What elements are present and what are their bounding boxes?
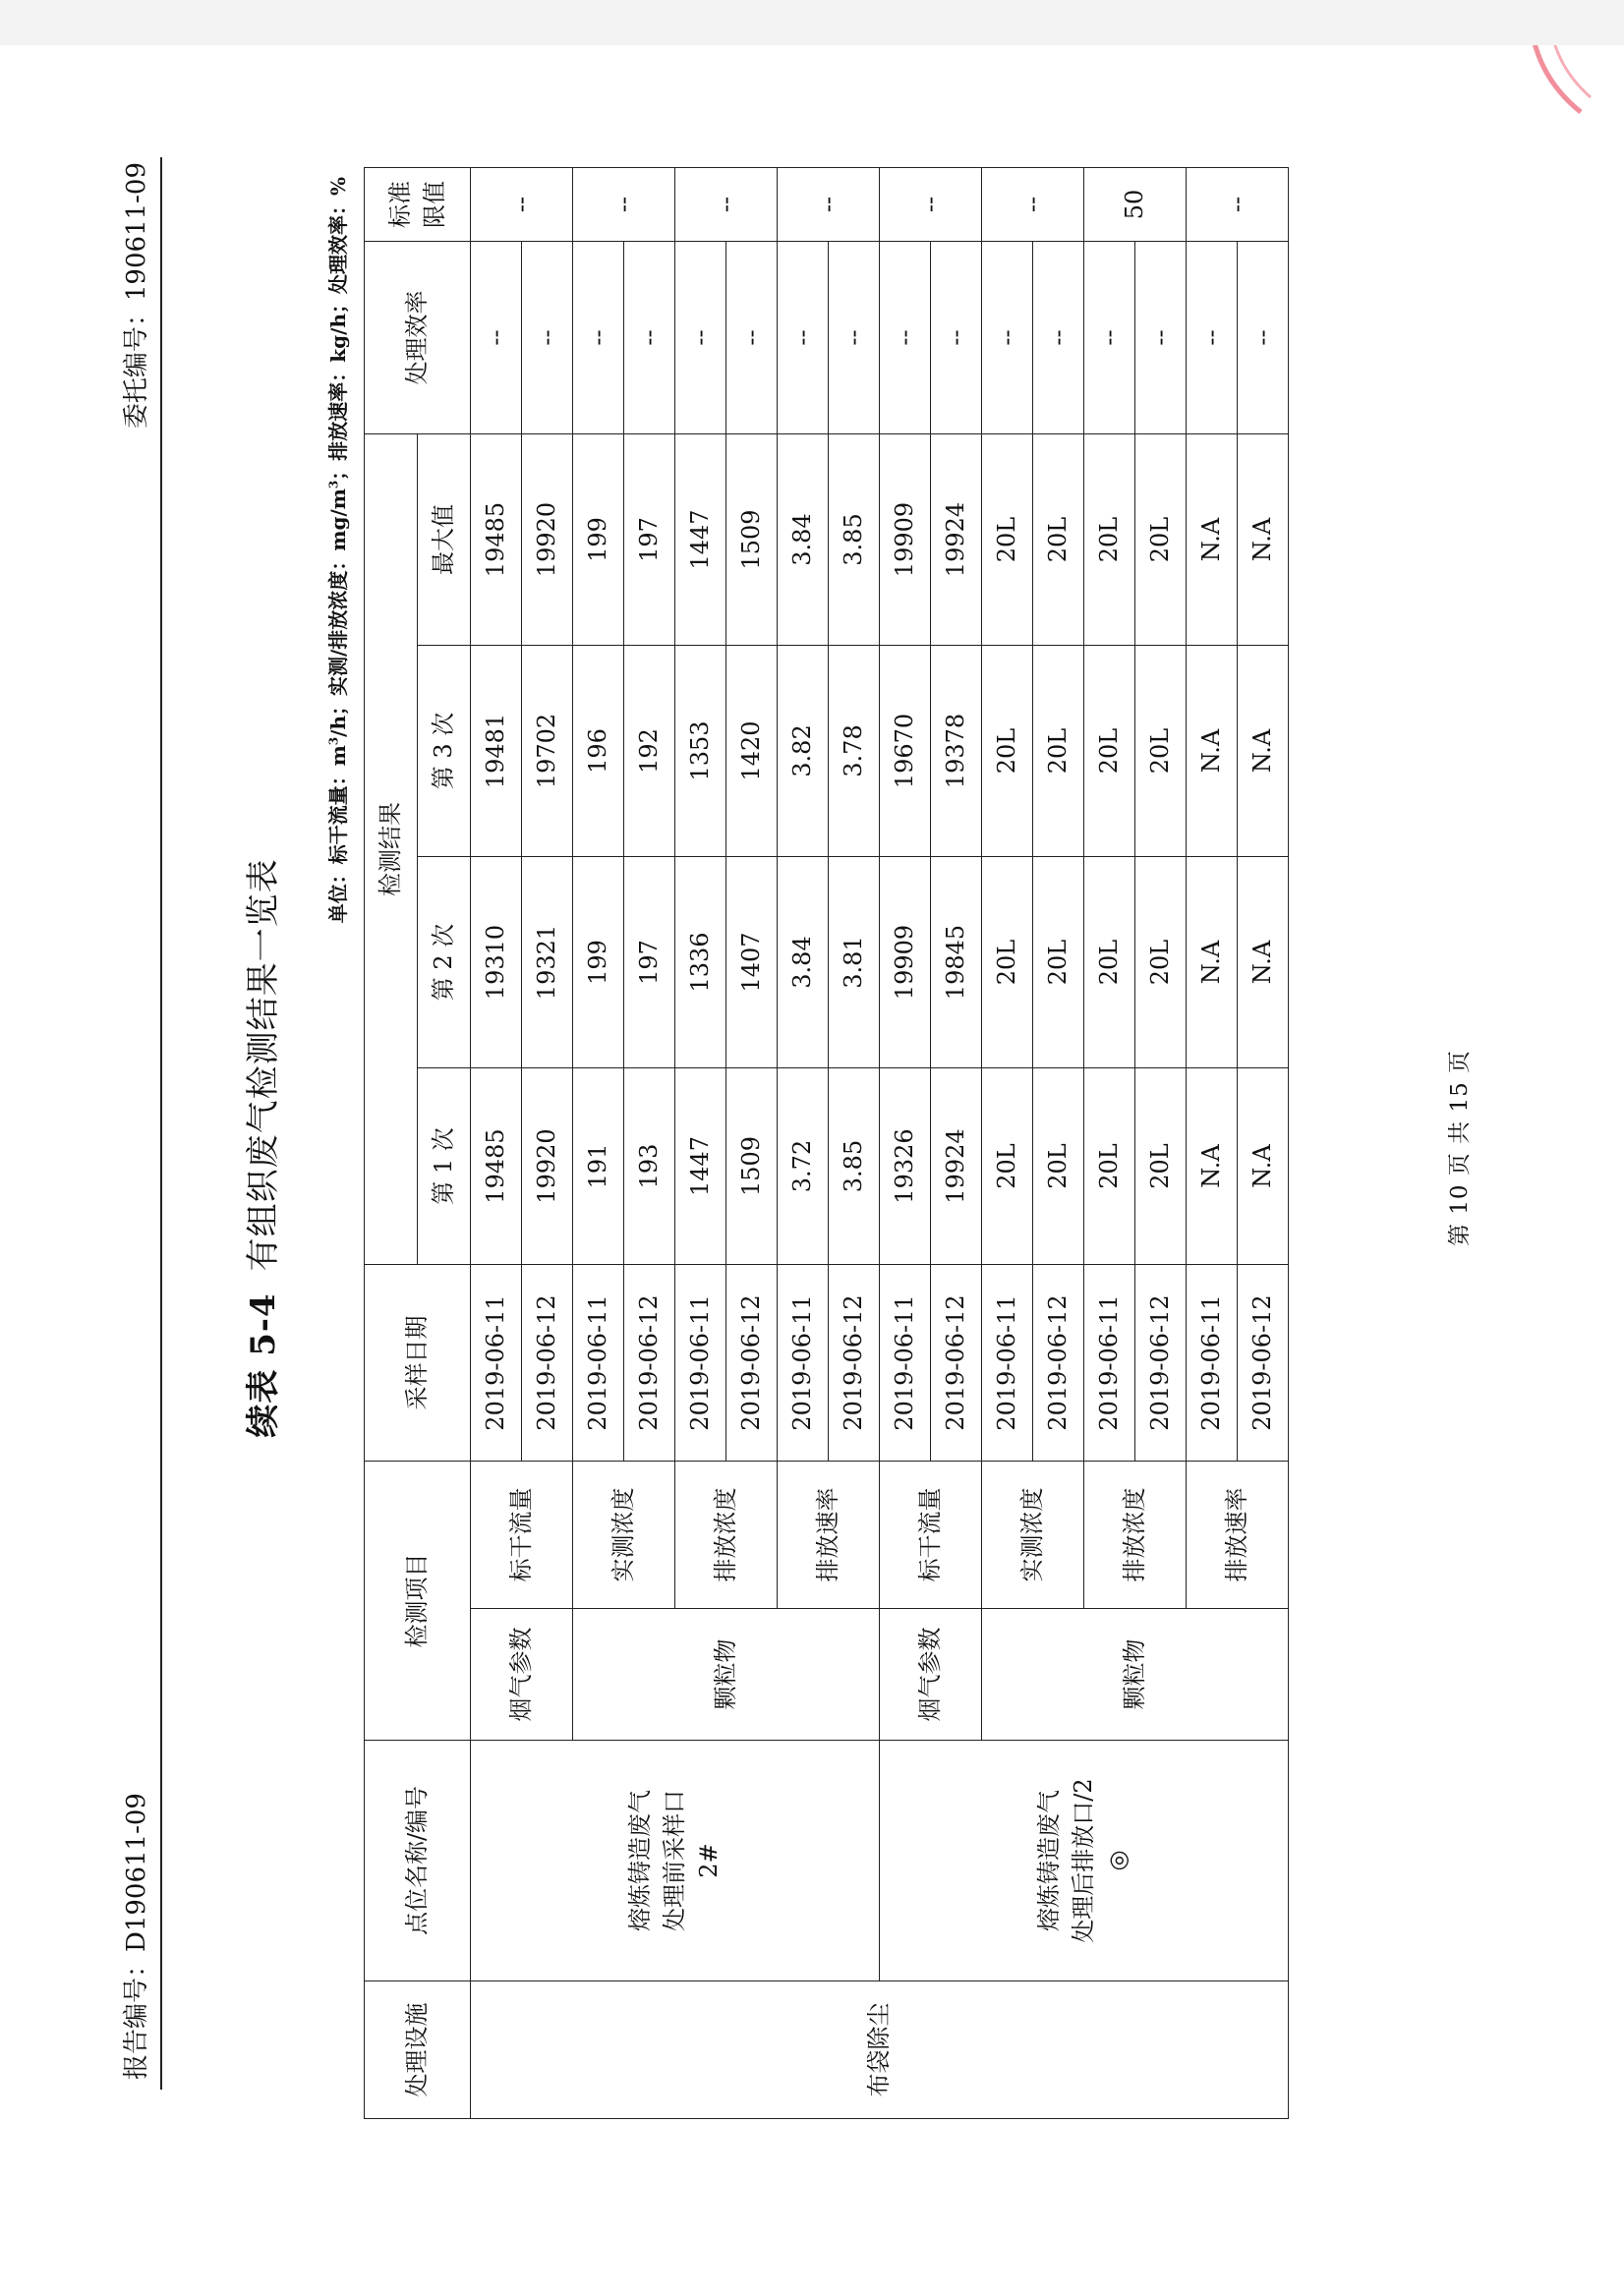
result-3-cell: 19481: [471, 646, 522, 857]
point-name-line: 处理前采样口: [661, 1790, 689, 1931]
result-1-cell: 19924: [931, 1068, 982, 1265]
category-cell: 烟气参数: [471, 1609, 573, 1741]
result-1-cell: N.A: [1238, 1068, 1289, 1265]
header-results: 检测结果: [365, 434, 418, 1265]
result-1-cell: N.A: [1187, 1068, 1238, 1265]
category-cell: 烟气参数: [880, 1609, 982, 1741]
date-cell: 2019-06-11: [880, 1265, 931, 1462]
results-body: [471, 168, 1289, 2119]
max-cell: 20L: [982, 434, 1033, 646]
max-cell: 197: [624, 434, 675, 646]
date-cell: 2019-06-12: [522, 1265, 573, 1462]
max-cell: 20L: [1135, 434, 1187, 646]
table-title-text: 有组织废气检测结果一览表: [244, 858, 283, 1272]
report-number: 报告编号：D190611-09: [122, 1793, 151, 2080]
date-cell: 2019-06-12: [1135, 1265, 1187, 1462]
result-2-cell: 3.84: [778, 857, 829, 1068]
efficiency-cell: --: [1084, 242, 1135, 434]
result-2-cell: N.A: [1187, 857, 1238, 1068]
efficiency-cell: --: [829, 242, 880, 434]
result-1-cell: 20L: [1033, 1068, 1084, 1265]
date-cell: 2019-06-11: [471, 1265, 522, 1462]
efficiency-cell: --: [880, 242, 931, 434]
result-1-cell: 191: [573, 1068, 624, 1265]
efficiency-cell: --: [726, 242, 778, 434]
result-3-cell: 3.82: [778, 646, 829, 857]
result-1-cell: 20L: [1084, 1068, 1135, 1265]
header-item: 检测项目: [365, 1462, 471, 1741]
page-footer: 第 10 页 共 15 页: [1447, 1049, 1473, 1247]
limit-cell: --: [573, 168, 675, 242]
header-first: 第 1 次: [418, 1068, 471, 1265]
limit-cell: --: [982, 168, 1084, 242]
result-2-cell: 19310: [471, 857, 522, 1068]
date-cell: 2019-06-12: [1033, 1265, 1084, 1462]
entrust-number: 委托编号：190611-09: [122, 162, 151, 430]
units-line: 单位：标干流量：$m^3/h$；实测/排放浓度：$mg/m^3$；排放速率：kg/h；处理效率：%: [326, 177, 350, 924]
date-cell: 2019-06-11: [982, 1265, 1033, 1462]
efficiency-cell: --: [624, 242, 675, 434]
result-2-cell: 19909: [880, 857, 931, 1068]
result-3-cell: 20L: [982, 646, 1033, 857]
result-1-cell: 193: [624, 1068, 675, 1265]
scan-edge: [0, 0, 1624, 45]
point-name-line: 处理后排放口/2: [1070, 1778, 1098, 1943]
max-cell: 3.84: [778, 434, 829, 646]
header-facility: 处理设施: [365, 1981, 471, 2119]
efficiency-cell: --: [982, 242, 1033, 434]
point-name-line: 熔炼铸造废气: [626, 1790, 655, 1931]
param-cell: 标干流量: [880, 1462, 982, 1609]
date-cell: 2019-06-12: [624, 1265, 675, 1462]
result-2-cell: 20L: [1033, 857, 1084, 1068]
efficiency-cell: --: [778, 242, 829, 434]
result-1-cell: 19326: [880, 1068, 931, 1265]
date-cell: 2019-06-11: [573, 1265, 624, 1462]
efficiency-cell: --: [931, 242, 982, 434]
efficiency-cell: --: [1135, 242, 1187, 434]
results-table: [364, 167, 1289, 2119]
table-number: 续表 5-4: [244, 1292, 283, 1438]
point-name-line: 熔炼铸造废气: [1035, 1790, 1064, 1931]
param-cell: 排放浓度: [1084, 1462, 1187, 1609]
efficiency-cell: --: [471, 242, 522, 434]
category-cell: 颗粒物: [573, 1609, 880, 1741]
result-1-cell: 20L: [1135, 1068, 1187, 1265]
result-3-cell: N.A: [1238, 646, 1289, 857]
efficiency-cell: --: [1033, 242, 1084, 434]
category-cell: 颗粒物: [982, 1609, 1289, 1741]
max-cell: 3.85: [829, 434, 880, 646]
param-cell: 排放速率: [1187, 1462, 1289, 1609]
result-1-cell: 19920: [522, 1068, 573, 1265]
param-cell: 排放速率: [778, 1462, 880, 1609]
header-max: 最大值: [418, 434, 471, 646]
max-cell: 20L: [1084, 434, 1135, 646]
header-point: 点位名称/编号: [365, 1741, 471, 1981]
result-2-cell: 20L: [1084, 857, 1135, 1068]
date-cell: 2019-06-11: [1084, 1265, 1135, 1462]
point-name-cell: [471, 1741, 880, 1981]
result-2-cell: 1407: [726, 857, 778, 1068]
result-2-cell: 20L: [1135, 857, 1187, 1068]
result-3-cell: 20L: [1084, 646, 1135, 857]
header-third: 第 3 次: [418, 646, 471, 857]
header-rule: [160, 157, 162, 2090]
result-2-cell: 199: [573, 857, 624, 1068]
result-1-cell: 1509: [726, 1068, 778, 1265]
max-cell: 19924: [931, 434, 982, 646]
param-cell: 排放浓度: [675, 1462, 778, 1609]
point-name-line: ◎: [1103, 1850, 1131, 1871]
table-row: [880, 168, 931, 2119]
result-1-cell: 20L: [982, 1068, 1033, 1265]
result-3-cell: 3.78: [829, 646, 880, 857]
param-cell: 实测浓度: [982, 1462, 1084, 1609]
date-cell: 2019-06-11: [675, 1265, 726, 1462]
efficiency-cell: --: [522, 242, 573, 434]
result-1-cell: 3.85: [829, 1068, 880, 1265]
max-cell: N.A: [1187, 434, 1238, 646]
max-cell: N.A: [1238, 434, 1289, 646]
header-efficiency: 处理效率: [365, 242, 471, 434]
date-cell: 2019-06-12: [829, 1265, 880, 1462]
max-cell: 19485: [471, 434, 522, 646]
date-cell: 2019-06-12: [726, 1265, 778, 1462]
efficiency-cell: --: [1238, 242, 1289, 434]
point-name-cell: [880, 1741, 1289, 1981]
result-2-cell: 19845: [931, 857, 982, 1068]
date-cell: 2019-06-11: [778, 1265, 829, 1462]
max-cell: 1509: [726, 434, 778, 646]
limit-cell: --: [471, 168, 573, 242]
result-3-cell: 19702: [522, 646, 573, 857]
efficiency-cell: --: [1187, 242, 1238, 434]
result-2-cell: 1336: [675, 857, 726, 1068]
result-2-cell: 3.81: [829, 857, 880, 1068]
max-cell: 199: [573, 434, 624, 646]
result-2-cell: 197: [624, 857, 675, 1068]
result-3-cell: 196: [573, 646, 624, 857]
max-cell: 19909: [880, 434, 931, 646]
max-cell: 19920: [522, 434, 573, 646]
limit-cell: --: [880, 168, 982, 242]
date-cell: 2019-06-12: [931, 1265, 982, 1462]
facility-cell: 布袋除尘: [471, 1981, 1289, 2119]
result-3-cell: 19670: [880, 646, 931, 857]
date-cell: 2019-06-12: [1238, 1265, 1289, 1462]
point-name-line: 2#: [694, 1843, 723, 1878]
header-limit: 标准限值: [365, 168, 471, 242]
efficiency-cell: --: [675, 242, 726, 434]
param-cell: 实测浓度: [573, 1462, 675, 1609]
result-3-cell: 19378: [931, 646, 982, 857]
result-3-cell: 20L: [1033, 646, 1084, 857]
result-3-cell: 192: [624, 646, 675, 857]
result-2-cell: N.A: [1238, 857, 1289, 1068]
limit-cell: --: [778, 168, 880, 242]
limit-cell: --: [1187, 168, 1289, 242]
result-1-cell: 19485: [471, 1068, 522, 1265]
efficiency-cell: --: [573, 242, 624, 434]
header-date: 采样日期: [365, 1265, 471, 1462]
header-second: 第 2 次: [418, 857, 471, 1068]
result-3-cell: 20L: [1135, 646, 1187, 857]
table-row: [471, 168, 522, 2119]
limit-cell: --: [675, 168, 778, 242]
result-2-cell: 20L: [982, 857, 1033, 1068]
param-cell: 标干流量: [471, 1462, 573, 1609]
result-3-cell: N.A: [1187, 646, 1238, 857]
date-cell: 2019-06-11: [1187, 1265, 1238, 1462]
result-2-cell: 19321: [522, 857, 573, 1068]
result-1-cell: 3.72: [778, 1068, 829, 1265]
result-3-cell: 1420: [726, 646, 778, 857]
limit-cell: 50: [1084, 168, 1187, 242]
table-title: [236, 0, 284, 2296]
max-cell: 20L: [1033, 434, 1084, 646]
result-3-cell: 1353: [675, 646, 726, 857]
result-1-cell: 1447: [675, 1068, 726, 1265]
max-cell: 1447: [675, 434, 726, 646]
